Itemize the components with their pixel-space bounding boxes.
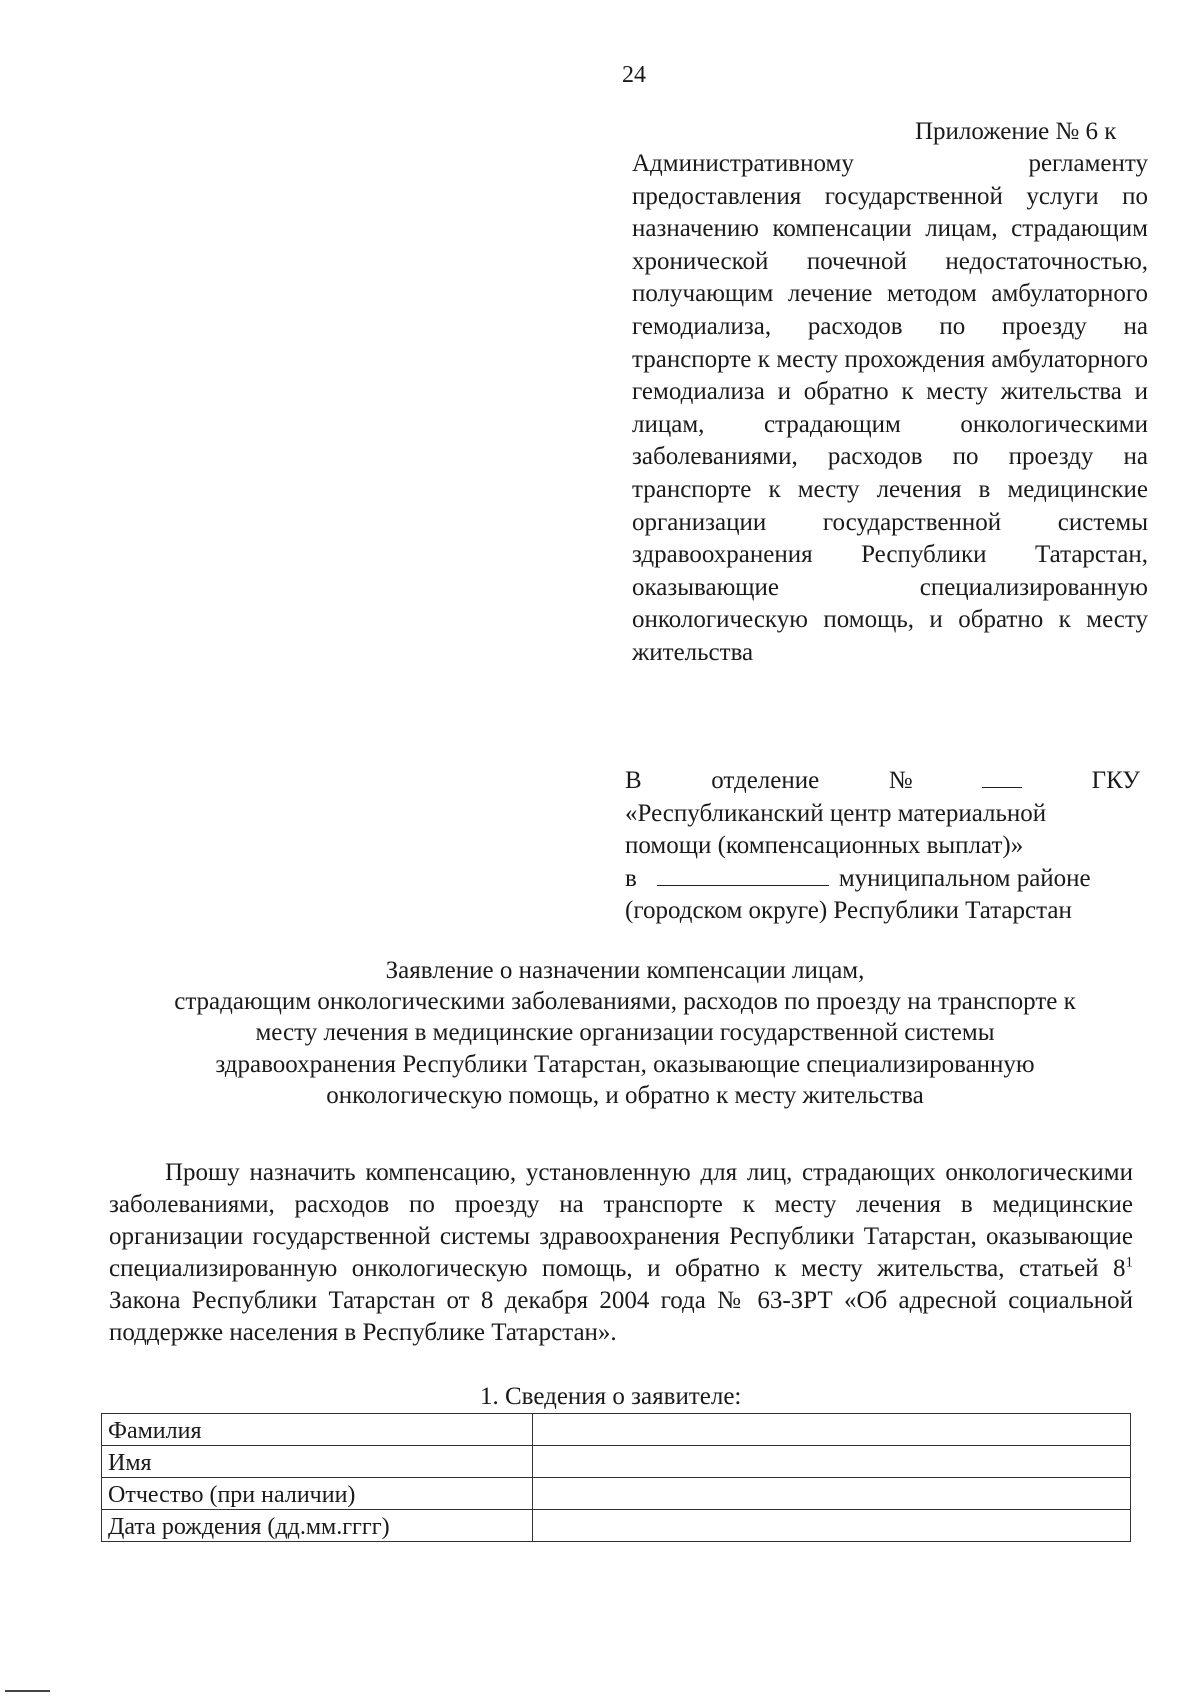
appendix-title: Приложение № 6 к xyxy=(915,118,1117,145)
statement-title-line: месту лечения в медицинские организации государственной системы xyxy=(255,1019,995,1047)
recipient-line-2: «Республиканский центр материальной xyxy=(625,799,1047,827)
table-row xyxy=(102,1446,1131,1478)
table-row xyxy=(102,1478,1131,1510)
table-row xyxy=(102,1414,1131,1446)
statement-title xyxy=(100,955,1150,1111)
table-row xyxy=(102,1510,1131,1542)
recipient-department: отделение xyxy=(711,767,820,794)
recipient-district: муниципальном районе xyxy=(838,864,1091,892)
recipient-in-district: в xyxy=(625,864,637,892)
statement-title-line: страдающим онкологическими заболеваниями, расходов по проезду на транспорте к xyxy=(174,988,1076,1016)
scan-edge-mark xyxy=(5,1690,50,1692)
first-name-label: Имя xyxy=(102,1446,533,1478)
statement-title-line: Заявление о назначении компенсации лицам, xyxy=(385,957,865,984)
recipient-line-1 xyxy=(625,765,1140,798)
recipient-line-3: помощи (компенсационных выплат)» xyxy=(625,832,1024,859)
recipient-line-4 xyxy=(625,863,1140,896)
applicant-section-heading: 1. Сведения о заявителе: xyxy=(480,1383,742,1410)
patronymic-field[interactable] xyxy=(533,1478,1131,1510)
recipient-line-5: (городском округе) Республики Татарстан xyxy=(625,897,1072,924)
district-name-blank[interactable] xyxy=(657,863,829,886)
recipient-in: В xyxy=(625,767,642,794)
surname-label: Фамилия xyxy=(102,1414,533,1446)
patronymic-label: Отчество (при наличии) xyxy=(102,1478,533,1510)
statement-title-line: здравоохранения Республики Татарстан, оказывающие специализированную xyxy=(215,1050,1035,1078)
department-number-blank[interactable] xyxy=(982,765,1022,788)
applicant-table xyxy=(101,1413,1131,1542)
recipient-block xyxy=(625,765,1140,928)
statement-title-line: онкологическую помощь, и обратно к месту жительства xyxy=(326,1081,924,1109)
recipient-number-sign: № xyxy=(888,767,913,794)
appendix-body: Административному регламенту предоставления государственной услуги по назначению компенсации лицам, страдающим хронической почечной недостаточностью, получающим лечение методом амбулаторного гемодиализа, расходов по проезду на транспорте к месту прохождения амбулаторного гемодиализа и обратно к месту жительства и лицам, страдающим онкологическими заболеваниями, расходов по проезду на транспорте к месту лечения в медицинские организации государственной системы здравоохранения Республики Татарстан, оказывающие специализированную онкологическую помощь, и обратно к месту жительства xyxy=(632,150,1148,666)
recipient-gku: ГКУ xyxy=(1091,767,1140,794)
statement-body-text: Прошу назначить компенсацию, установленную для лиц, страдающих онкологическими заболеваниями, расходов по проезду на транспорте к месту лечения в медицинские организации государственной системы здравоохранения Республики Татарстан, оказывающие специализированную онкологическую помощь, и обратно к месту жительства, статьей 8 xyxy=(109,1159,1133,1282)
surname-field[interactable] xyxy=(533,1414,1131,1446)
page-number: 24 xyxy=(622,62,646,88)
statement-body xyxy=(109,1157,1133,1349)
birth-date-label: Дата рождения (дд.мм.гггг) xyxy=(102,1510,533,1542)
article-superscript: 1 xyxy=(1125,1254,1133,1271)
first-name-field[interactable] xyxy=(533,1446,1131,1478)
birth-date-field[interactable] xyxy=(533,1510,1131,1542)
statement-body-text-end: Закона Республики Татарстан от 8 декабря 2004 года № 63-ЗРТ «Об адресной социальной поддержке населения в Республике Татарстан». xyxy=(109,1287,1133,1346)
